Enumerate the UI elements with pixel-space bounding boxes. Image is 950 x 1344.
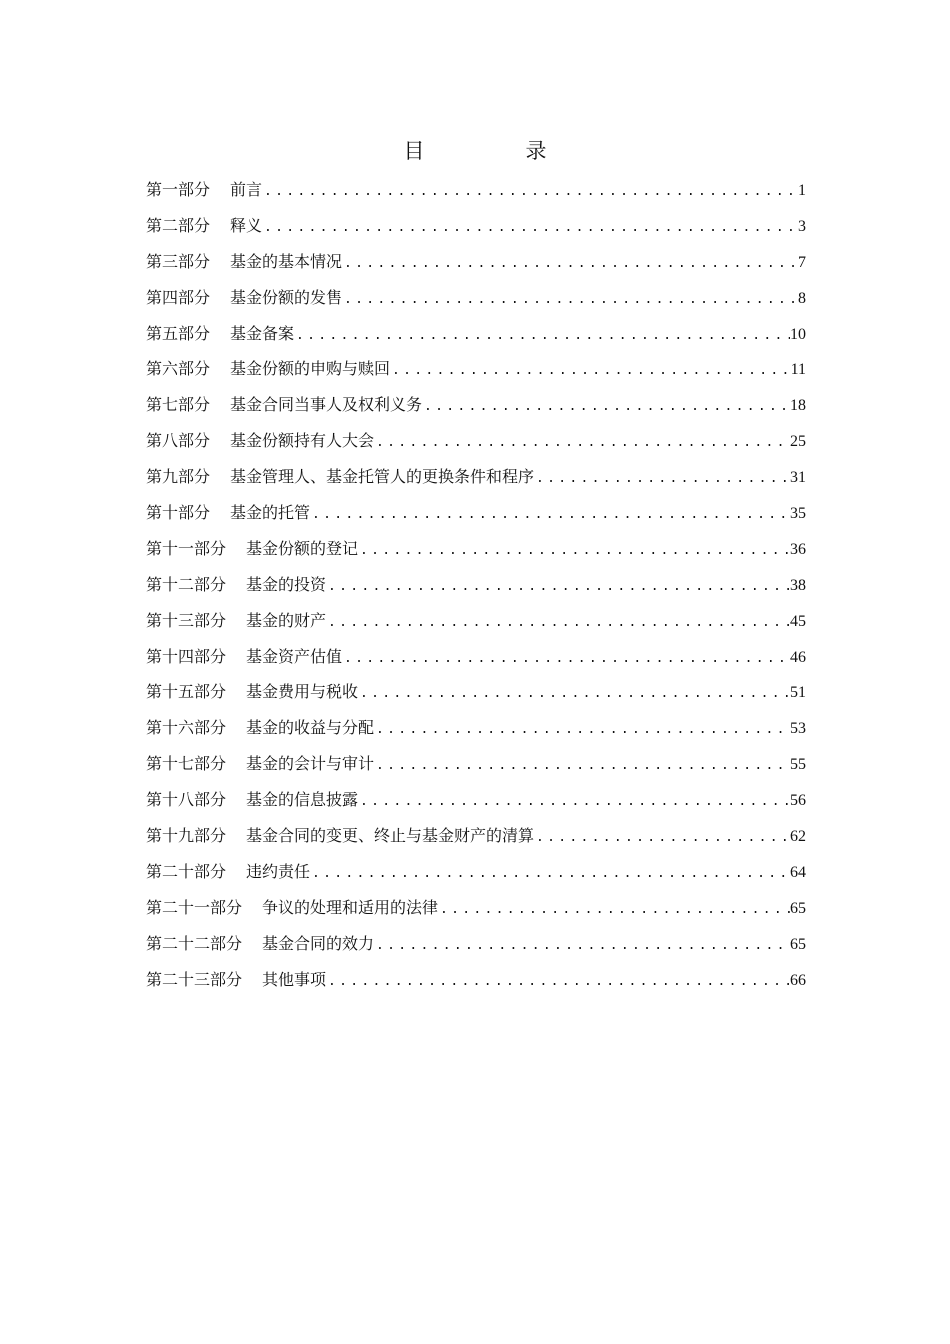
toc-page-number: 65 bbox=[790, 899, 806, 917]
toc-page-number: 36 bbox=[790, 540, 806, 558]
toc-entry-title: 基金备案 bbox=[230, 323, 295, 343]
toc-page-number: 65 bbox=[790, 935, 806, 953]
toc-part-number: 第十部分 bbox=[146, 503, 211, 523]
toc-entry[interactable] bbox=[146, 459, 806, 495]
toc-page-number: 38 bbox=[790, 576, 806, 594]
toc-dot-leader bbox=[310, 497, 790, 531]
toc-page-number: 64 bbox=[790, 863, 806, 881]
toc-page-number: 51 bbox=[790, 684, 806, 702]
toc-dot-leader bbox=[358, 784, 790, 818]
toc-part-number: 第七部分 bbox=[146, 395, 211, 415]
toc-entry-title: 基金份额的申购与赎回 bbox=[230, 359, 391, 379]
toc-part-number: 第二十一部分 bbox=[146, 897, 243, 917]
toc-part-number: 第四部分 bbox=[146, 287, 211, 307]
toc-entry[interactable] bbox=[146, 962, 806, 998]
toc-entry[interactable] bbox=[146, 316, 806, 352]
toc-entry[interactable] bbox=[146, 567, 806, 603]
toc-entry[interactable] bbox=[146, 818, 806, 854]
toc-dot-leader bbox=[294, 318, 790, 352]
toc-entry[interactable] bbox=[146, 280, 806, 316]
toc-part-number: 第九部分 bbox=[146, 467, 211, 487]
toc-dot-leader bbox=[390, 353, 791, 387]
toc-entry-title: 基金合同的变更、终止与基金财产的清算 bbox=[246, 826, 535, 846]
toc-page-number: 25 bbox=[790, 433, 806, 451]
toc-entry-title: 释义 bbox=[230, 215, 263, 235]
toc-dot-leader bbox=[342, 641, 790, 675]
toc-page-number: 53 bbox=[790, 720, 806, 738]
toc-dot-leader bbox=[262, 174, 798, 208]
toc-entry-title: 基金的收益与分配 bbox=[246, 718, 375, 738]
toc-dot-leader bbox=[326, 569, 790, 603]
toc-page-number: 45 bbox=[790, 612, 806, 630]
toc-page-number: 66 bbox=[790, 971, 806, 989]
toc-dot-leader bbox=[342, 282, 798, 316]
toc-page-number: 1 bbox=[798, 182, 806, 199]
toc-part-number: 第十三部分 bbox=[146, 610, 227, 630]
toc-entry[interactable] bbox=[146, 387, 806, 423]
toc-part-number: 第二部分 bbox=[146, 215, 211, 235]
toc-entry-title: 争议的处理和适用的法律 bbox=[262, 897, 439, 917]
toc-entry[interactable] bbox=[146, 746, 806, 782]
toc-entry-title: 基金资产估值 bbox=[246, 646, 343, 666]
toc-entry-title: 基金费用与税收 bbox=[246, 682, 359, 702]
toc-entry-title: 基金合同当事人及权利义务 bbox=[230, 395, 423, 415]
toc-page-number: 18 bbox=[790, 397, 806, 415]
toc-entry[interactable] bbox=[146, 710, 806, 746]
toc-dot-leader bbox=[326, 605, 790, 639]
toc-entry-title: 违约责任 bbox=[246, 861, 311, 881]
table-of-contents bbox=[146, 172, 806, 997]
toc-dot-leader bbox=[358, 533, 790, 567]
toc-part-number: 第十五部分 bbox=[146, 682, 227, 702]
toc-entry[interactable] bbox=[146, 782, 806, 818]
toc-page-number: 55 bbox=[790, 756, 806, 774]
toc-entry-title: 基金份额持有人大会 bbox=[230, 431, 375, 451]
toc-dot-leader bbox=[374, 748, 790, 782]
toc-part-number: 第十八部分 bbox=[146, 790, 227, 810]
toc-dot-leader bbox=[534, 461, 790, 495]
toc-entry[interactable] bbox=[146, 639, 806, 675]
toc-entry[interactable] bbox=[146, 926, 806, 962]
toc-entry-title: 基金份额的发售 bbox=[230, 287, 343, 307]
toc-page-number: 35 bbox=[790, 505, 806, 523]
toc-page-number: 7 bbox=[798, 253, 806, 271]
toc-part-number: 第五部分 bbox=[146, 323, 211, 343]
toc-entry[interactable] bbox=[146, 531, 806, 567]
toc-page-number: 8 bbox=[798, 289, 806, 307]
toc-entry-title: 基金的基本情况 bbox=[230, 251, 343, 271]
toc-entry-title: 基金的托管 bbox=[230, 503, 311, 523]
toc-entry[interactable] bbox=[146, 890, 806, 926]
toc-entry[interactable] bbox=[146, 244, 806, 280]
toc-part-number: 第一部分 bbox=[146, 180, 211, 199]
toc-part-number: 第十四部分 bbox=[146, 646, 227, 666]
toc-page-number: 3 bbox=[798, 217, 806, 235]
toc-part-number: 第八部分 bbox=[146, 431, 211, 451]
toc-entry[interactable] bbox=[146, 674, 806, 710]
toc-part-number: 第二十二部分 bbox=[146, 933, 243, 953]
toc-part-number: 第十七部分 bbox=[146, 754, 227, 774]
toc-entry[interactable] bbox=[146, 208, 806, 244]
toc-dot-leader bbox=[358, 676, 790, 710]
toc-page-number: 62 bbox=[790, 828, 806, 846]
toc-dot-leader bbox=[326, 964, 790, 998]
toc-entry-title: 基金合同的效力 bbox=[262, 933, 375, 953]
toc-page-number: 11 bbox=[790, 361, 806, 379]
toc-dot-leader bbox=[374, 425, 790, 459]
toc-page-number: 31 bbox=[790, 469, 806, 487]
toc-part-number: 第十九部分 bbox=[146, 826, 227, 846]
toc-part-number: 第十一部分 bbox=[146, 538, 227, 558]
toc-entry[interactable] bbox=[146, 423, 806, 459]
toc-dot-leader bbox=[438, 892, 790, 926]
toc-dot-leader bbox=[262, 210, 798, 244]
toc-part-number: 第六部分 bbox=[146, 359, 211, 379]
toc-entry-title: 基金的会计与审计 bbox=[246, 754, 375, 774]
toc-entry[interactable] bbox=[146, 495, 806, 531]
toc-page-number: 10 bbox=[790, 325, 806, 343]
toc-entry-title: 基金的投资 bbox=[246, 574, 327, 594]
toc-part-number: 第十六部分 bbox=[146, 718, 227, 738]
toc-part-number: 第二十部分 bbox=[146, 861, 227, 881]
toc-dot-leader bbox=[374, 712, 790, 746]
toc-entry[interactable] bbox=[146, 603, 806, 639]
toc-entry-title: 前言 bbox=[230, 180, 263, 199]
toc-page-number: 46 bbox=[790, 648, 806, 666]
toc-entry-title: 基金的信息披露 bbox=[246, 790, 359, 810]
toc-entry-title: 基金份额的登记 bbox=[246, 538, 359, 558]
toc-entry-title: 基金管理人、基金托管人的更换条件和程序 bbox=[230, 467, 535, 487]
toc-dot-leader bbox=[342, 246, 798, 280]
toc-dot-leader bbox=[374, 928, 790, 962]
toc-entry[interactable] bbox=[146, 854, 806, 890]
toc-dot-leader bbox=[422, 389, 790, 423]
toc-entry[interactable] bbox=[146, 172, 806, 208]
toc-entry[interactable] bbox=[146, 351, 806, 387]
toc-dot-leader bbox=[534, 820, 790, 854]
toc-part-number: 第十二部分 bbox=[146, 574, 227, 594]
toc-entry-title: 其他事项 bbox=[262, 969, 327, 989]
toc-entry-title: 基金的财产 bbox=[246, 610, 327, 630]
toc-dot-leader bbox=[310, 856, 790, 890]
toc-part-number: 第三部分 bbox=[146, 251, 211, 271]
toc-title: 目 录 bbox=[403, 139, 587, 163]
toc-part-number: 第二十三部分 bbox=[146, 969, 243, 989]
toc-page-number: 56 bbox=[790, 792, 806, 810]
